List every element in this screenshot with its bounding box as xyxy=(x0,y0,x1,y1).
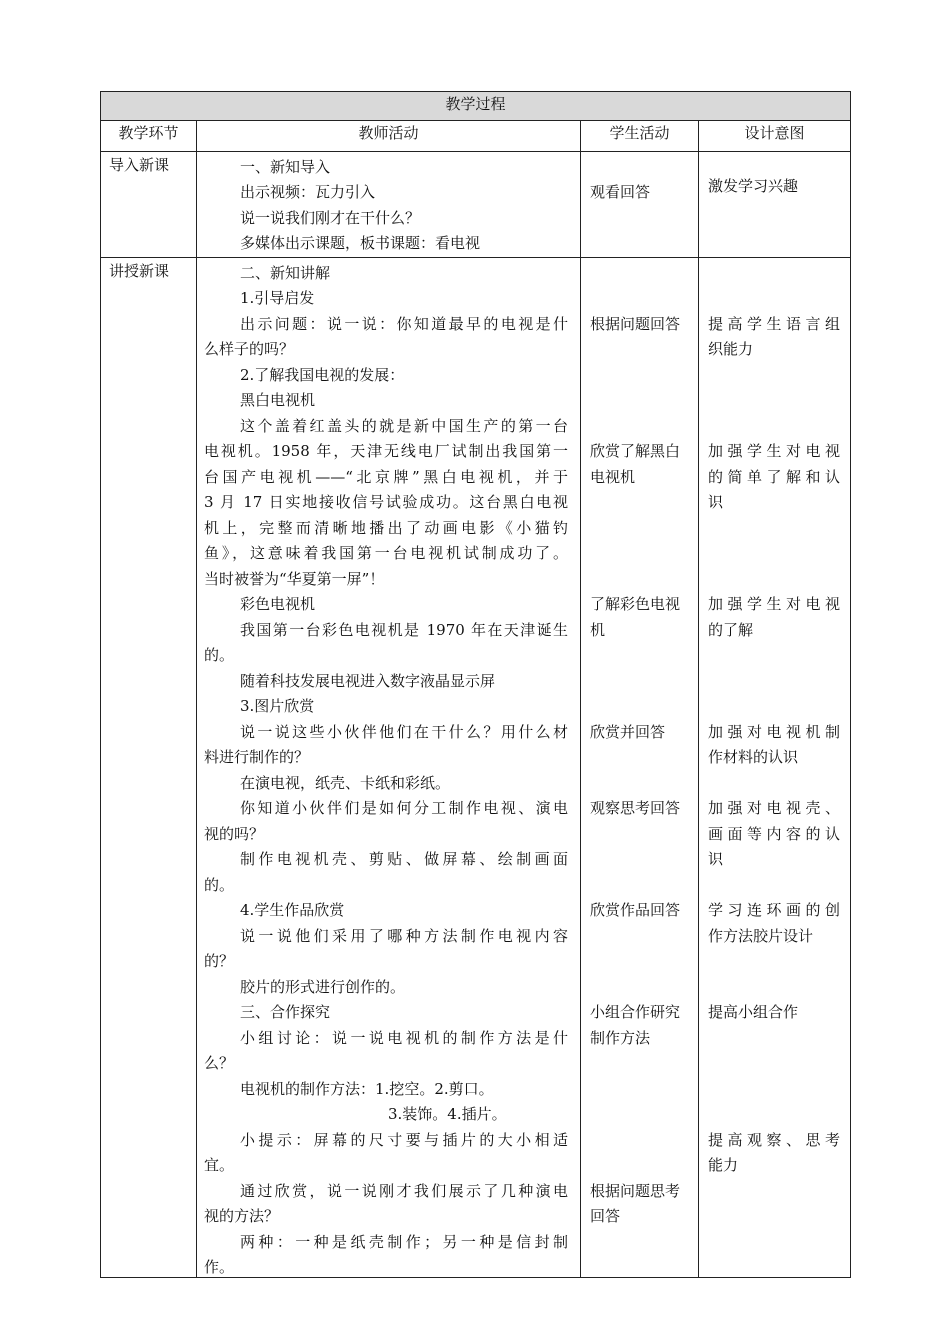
text-line: 学习连环画的创 xyxy=(708,901,840,919)
student-activity-cell xyxy=(581,152,699,258)
header-stage: 教学环节 xyxy=(101,121,197,152)
text-line: 加强学生对电视 xyxy=(708,595,840,613)
text-line: 欣赏并回答 xyxy=(590,723,666,741)
text-line: 画面等内容的认 xyxy=(708,825,840,843)
design-intent-cell xyxy=(699,258,851,1278)
text-line: 视的吗？ xyxy=(204,825,265,843)
text-line: 电视机。1958 年，天津无线电厂试制出我国第一 xyxy=(204,442,568,460)
text-line: 小组合作研究 xyxy=(590,1003,681,1021)
text-line: 识 xyxy=(708,850,724,868)
stage-cell: 讲授新课 xyxy=(101,258,197,1278)
text-line: 在演电视，纸壳、卡纸和彩纸。 xyxy=(240,774,451,792)
teaching-process-table xyxy=(100,91,851,1278)
text-line: 说一说我们刚才在干什么？ xyxy=(240,209,421,227)
text-line: 加强学生对电视 xyxy=(708,442,840,460)
text-line: 当时被誉为“华夏第一屏”！ xyxy=(204,570,385,588)
teacher-activity-cell xyxy=(197,152,581,258)
text-line: 么？ xyxy=(204,1054,235,1072)
text-line: 彩色电视机 xyxy=(240,595,316,613)
text-line: 作。 xyxy=(204,1258,235,1276)
text-line: 小组讨论：说一说电视机的制作方法是什 xyxy=(240,1029,568,1047)
text-line: 小提示：屏幕的尺寸要与插片的大小相适 xyxy=(240,1131,568,1149)
text-line: 说一说这些小伙伴他们在干什么？用什么材 xyxy=(240,723,568,741)
text-line: 3 月 17 日实地接收信号试验成功。这台黑白电视 xyxy=(204,493,568,511)
text-line: 观看回答 xyxy=(590,183,651,201)
text-line: 出示问题：说一说：你知道最早的电视是什 xyxy=(240,315,568,333)
text-line: 鱼》，这意味着我国第一台电视机试制成功了。 xyxy=(204,544,568,562)
text-line: 说一说他们采用了哪种方法制作电视内容 xyxy=(240,927,568,945)
text-line: 3.图片欣赏 xyxy=(240,697,315,715)
text-line: 回答 xyxy=(590,1207,621,1225)
text-line: 根据问题思考 xyxy=(590,1182,681,1200)
text-line: 作材料的认识 xyxy=(708,748,799,766)
header-row xyxy=(101,121,851,152)
text-line: 1.引导启发 xyxy=(240,289,315,307)
text-line: 随着科技发展电视进入数字液晶显示屏 xyxy=(240,672,496,690)
text-line: 欣赏作品回答 xyxy=(590,901,681,919)
text-line: 三、合作探究 xyxy=(240,1003,331,1021)
text-line: 欣赏了解黑白 xyxy=(590,442,681,460)
text-line: 的。 xyxy=(204,876,235,894)
text-line: 的简单了解和认 xyxy=(708,468,840,486)
text-line: 制作电视机壳、剪贴、做屏幕、绘制画面 xyxy=(240,850,568,868)
text-line: 电视机 xyxy=(590,468,636,486)
text-line: 两种：一种是纸壳制作；另一种是信封制 xyxy=(240,1233,568,1251)
text-line: 根据问题回答 xyxy=(590,315,681,333)
text-line: 识 xyxy=(708,493,724,511)
table-title: 教学过程 xyxy=(101,92,851,121)
text-line: 二、新知讲解 xyxy=(240,264,331,282)
text-line: 机 xyxy=(590,621,606,639)
design-intent-cell xyxy=(699,152,851,258)
text-line: 织能力 xyxy=(708,340,754,358)
text-line: 宜。 xyxy=(204,1156,235,1174)
text-line: 了解彩色电视 xyxy=(590,595,681,613)
text-line: 视的方法？ xyxy=(204,1207,280,1225)
text-line: 制作方法 xyxy=(590,1029,651,1047)
text-line: 我国第一台彩色电视机是 1970 年在天津诞生 xyxy=(240,621,568,639)
text-line: 提高小组合作 xyxy=(708,1003,799,1021)
text-line: 台国产电视机——“北京牌”黑白电视机，并于 xyxy=(204,468,568,486)
text-line: 黑白电视机 xyxy=(240,391,316,409)
text-line: 加强对电视机制 xyxy=(708,723,840,741)
text-line: 通过欣赏，说一说刚才我们展示了几种演电 xyxy=(240,1182,568,1200)
text-line: 提高学生语言组 xyxy=(708,315,840,333)
section-intro-row xyxy=(101,152,851,258)
text-line: 出示视频：瓦力引入 xyxy=(240,183,376,201)
text-line: 料进行制作的？ xyxy=(204,748,310,766)
header-intent: 设计意图 xyxy=(699,121,851,152)
text-line: 作方法胶片设计 xyxy=(708,927,814,945)
table-title-row xyxy=(101,92,851,121)
text-line: 激发学习兴趣 xyxy=(708,177,799,195)
stage-cell: 导入新课 xyxy=(101,152,197,258)
text-line: 你知道小伙伴们是如何分工制作电视、演电 xyxy=(240,799,568,817)
header-student: 学生活动 xyxy=(581,121,699,152)
text-line: 的。 xyxy=(204,646,235,664)
text-line: 2.了解我国电视的发展： xyxy=(240,366,405,384)
teacher-activity-cell xyxy=(197,258,581,1278)
student-activity-cell xyxy=(581,258,699,1278)
text-line: 4.学生作品欣赏 xyxy=(240,901,345,919)
text-line: 的了解 xyxy=(708,621,754,639)
text-line: 这个盖着红盖头的就是新中国生产的第一台 xyxy=(240,417,568,435)
text-line: 加强对电视壳、 xyxy=(708,799,840,817)
text-line: 提高观察、思考 xyxy=(708,1131,840,1149)
text-line: 么样子的吗？ xyxy=(204,340,295,358)
text-line: 3.装饰。4.插片。 xyxy=(388,1105,507,1123)
header-teacher: 教师活动 xyxy=(197,121,581,152)
text-line: 能力 xyxy=(708,1156,739,1174)
text-line: 一、新知导入 xyxy=(240,158,331,176)
text-line: 观察思考回答 xyxy=(590,799,681,817)
text-line: 的？ xyxy=(204,952,235,970)
text-line: 机上，完整而清晰地播出了动画电影《小猫钓 xyxy=(204,519,568,537)
text-line: 电视机的制作方法：1.挖空。2.剪口。 xyxy=(240,1080,494,1098)
text-line: 胶片的形式进行创作的。 xyxy=(240,978,406,996)
text-line: 多媒体出示课题，板书课题：看电视 xyxy=(240,234,481,252)
section-teaching-row xyxy=(101,258,851,1278)
